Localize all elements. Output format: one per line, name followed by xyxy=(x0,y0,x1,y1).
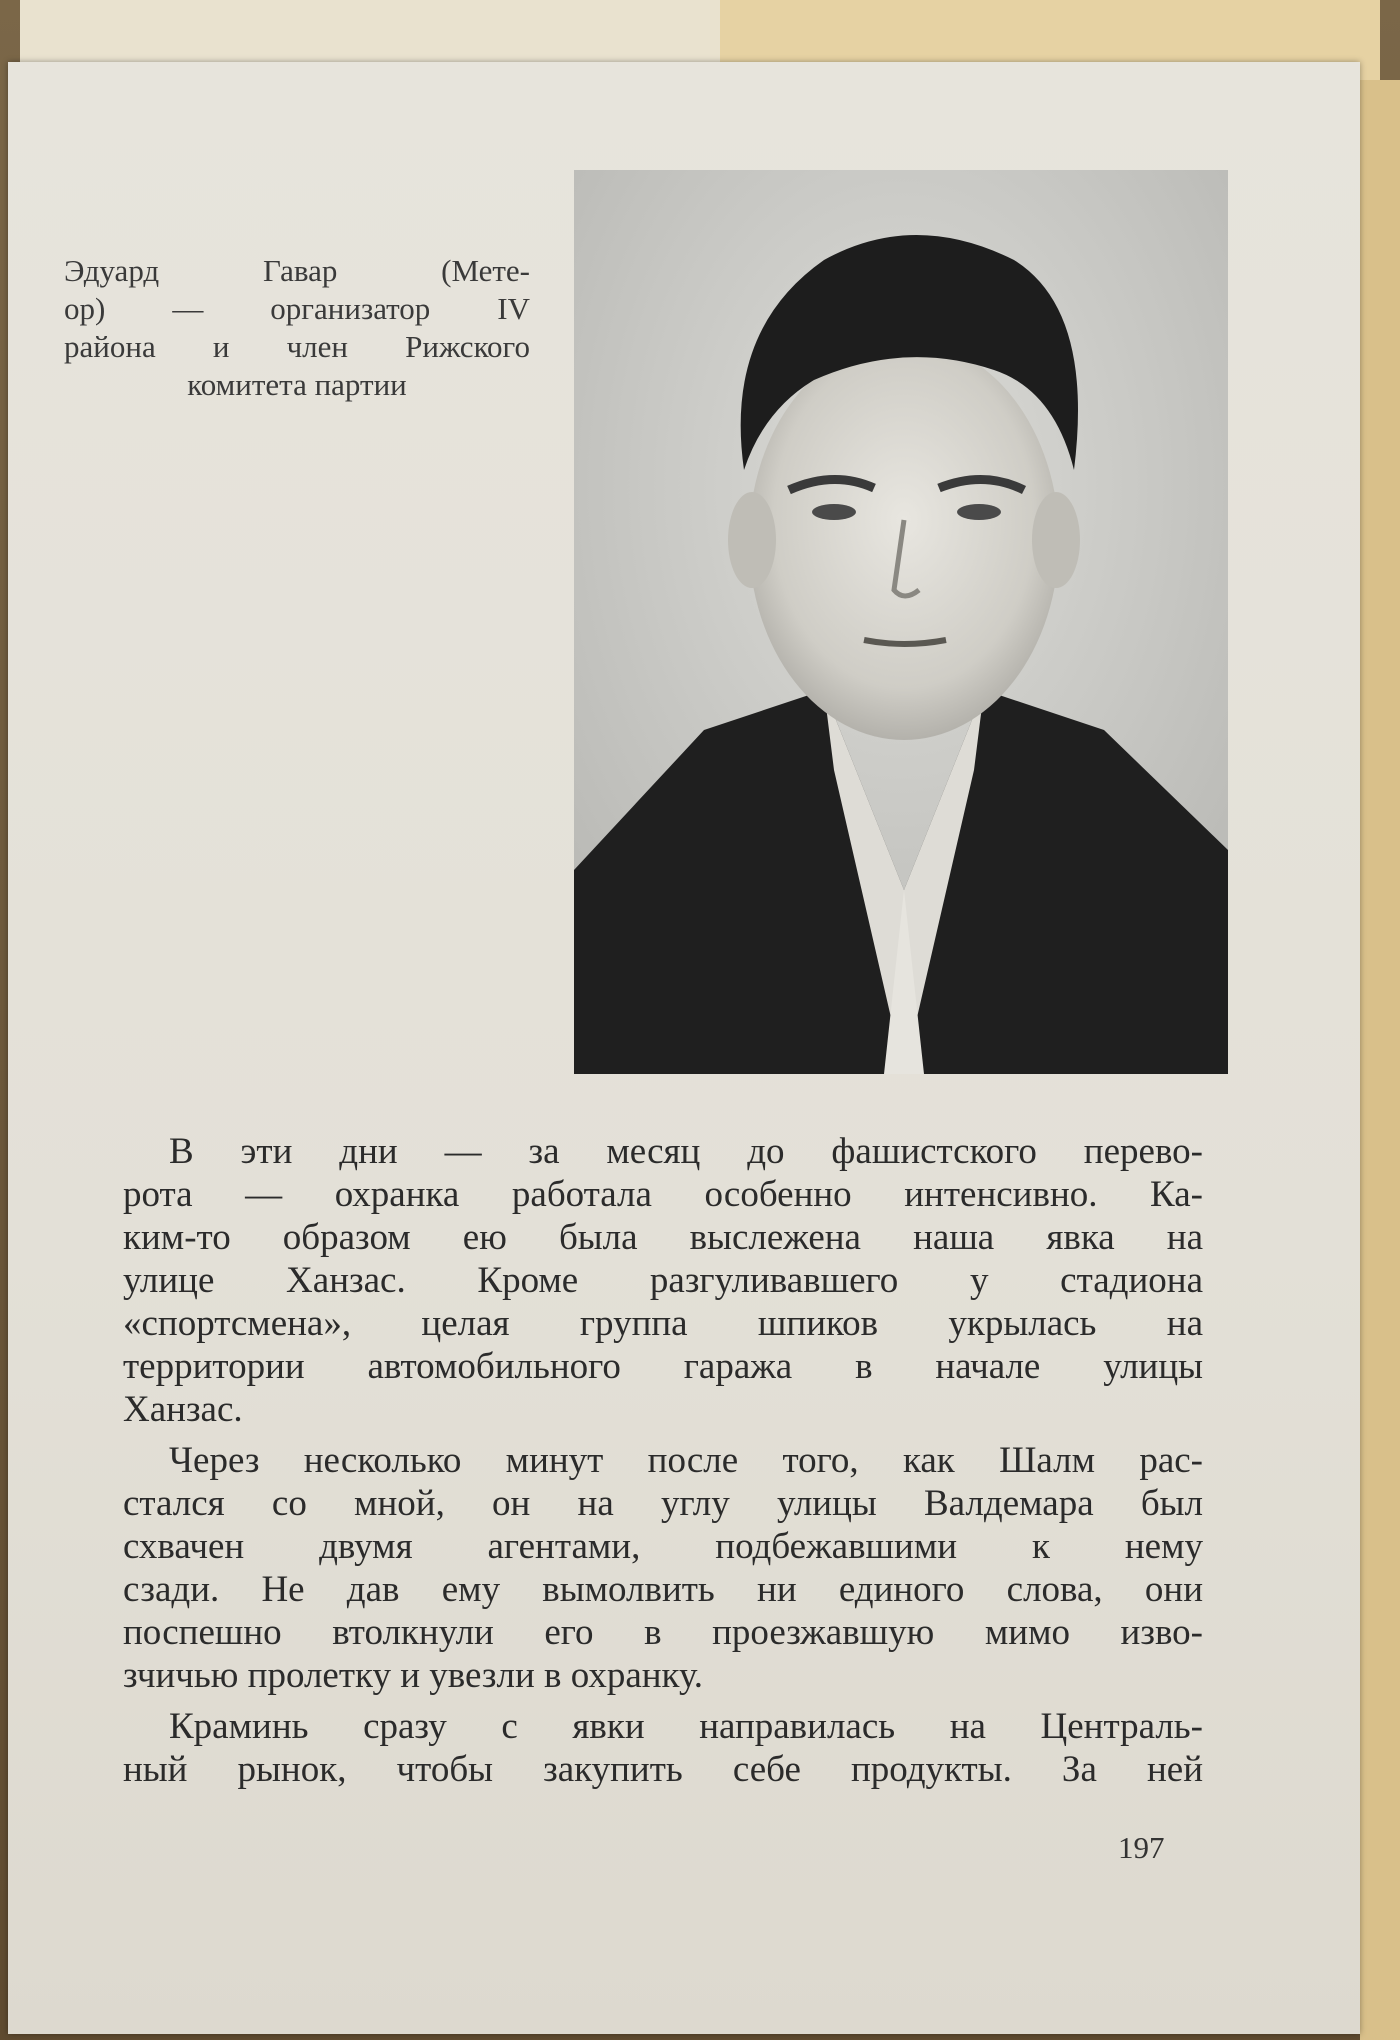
body-text xyxy=(123,1130,1203,1799)
text-line: улице Ханзас. Кроме разгуливавшего у стадиона xyxy=(123,1260,1203,1301)
text-line: территории автомобильного гаража в начале улицы xyxy=(123,1346,1203,1387)
text-line: зчичью пролетку и увезли в охранку. xyxy=(123,1655,704,1696)
text-line: стался со мной, он на углу улицы Валдемара был xyxy=(123,1483,1203,1524)
text-line: ный рынок, чтобы закупить себе продукты. За ней xyxy=(123,1749,1203,1790)
text-line: В эти дни — за месяц до фашистского перево- xyxy=(169,1131,1203,1172)
book-page xyxy=(8,62,1360,2034)
text-line: рота — охранка работала особенно интенсивно. Ка- xyxy=(123,1174,1203,1215)
caption-line: ор) — организатор IV xyxy=(64,291,530,326)
text-line: ким-то образом ею была выслежена наша явка на xyxy=(123,1217,1203,1258)
photo-caption xyxy=(64,252,530,404)
portrait-photo xyxy=(574,170,1228,1074)
text-line: Ханзас. xyxy=(123,1389,243,1430)
text-line: поспешно втолкнули его в проезжавшую мимо изво- xyxy=(123,1612,1203,1653)
text-line: Через несколько минут после того, как Шалм рас- xyxy=(169,1440,1203,1481)
background-paper xyxy=(20,0,720,71)
page-number: 197 xyxy=(1118,1830,1165,1865)
caption-line: Эдуард Гавар (Мете- xyxy=(64,253,530,288)
caption-line: комитета партии xyxy=(187,367,407,402)
paragraph xyxy=(123,1705,1203,1791)
text-line: «спортсмена», целая группа шпиков укрылась на xyxy=(123,1303,1203,1344)
paragraph xyxy=(123,1130,1203,1431)
portrait-image xyxy=(574,170,1228,1074)
text-line: Краминь сразу с явки направилась на Централь- xyxy=(169,1706,1203,1747)
caption-line: района и член Рижского xyxy=(64,329,530,364)
background-edge xyxy=(1360,80,1400,2040)
text-line: схвачен двумя агентами, подбежавшими к нему xyxy=(123,1526,1203,1567)
paragraph xyxy=(123,1439,1203,1697)
text-line: сзади. Не дав ему вымолвить ни единого слова, они xyxy=(123,1569,1203,1610)
